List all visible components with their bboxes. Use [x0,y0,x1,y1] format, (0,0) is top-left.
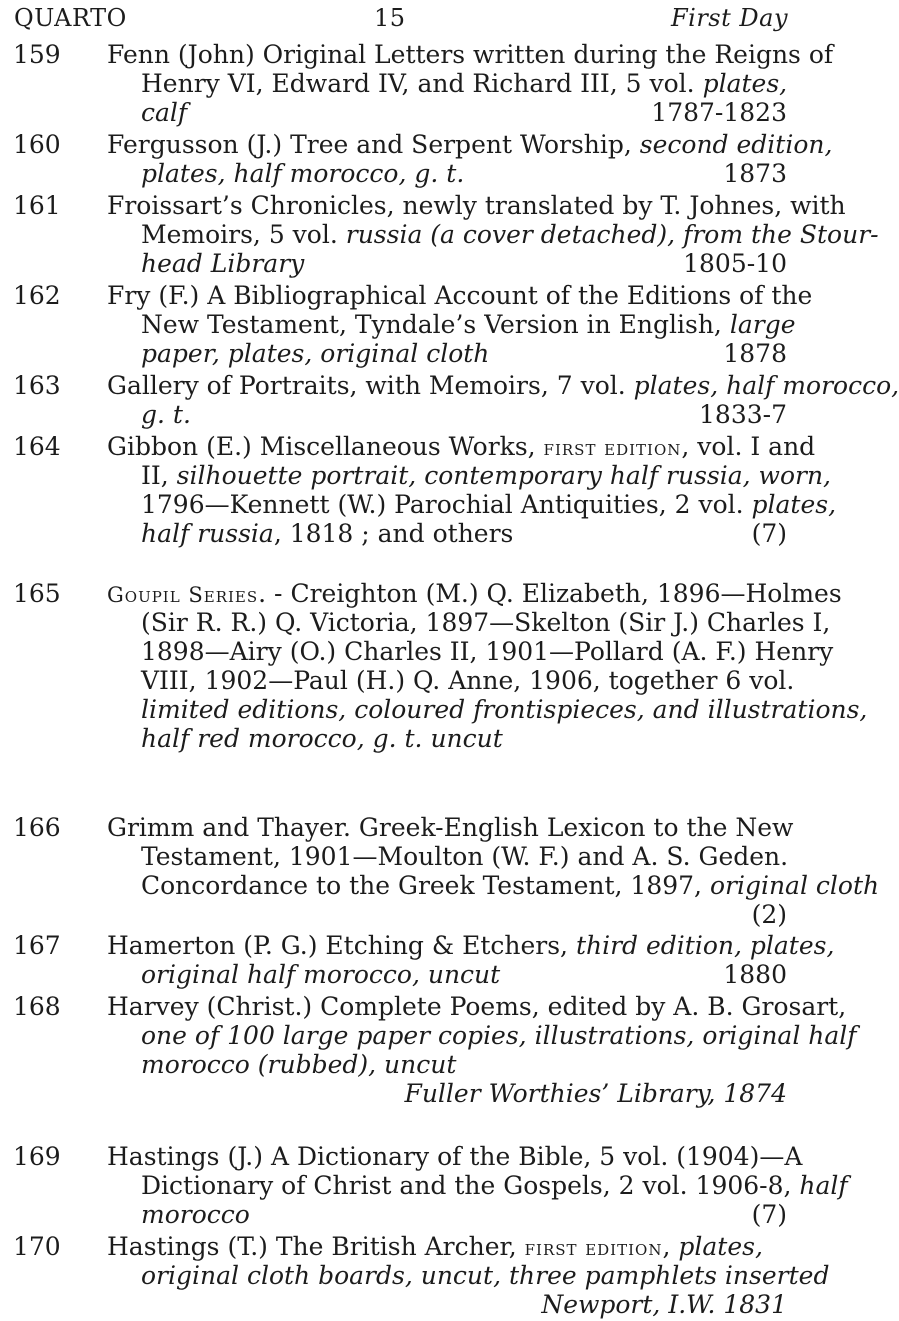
lot-description [107,579,868,753]
description-line [107,724,787,753]
text-run: Fry (F.) A Bibliographical Account of the Editions of the [107,281,813,310]
lot-number: 168 [13,992,61,1021]
text-run: Fergusson (J.) Tree and Serpent Worship, [107,130,640,159]
lot-description [107,1232,830,1319]
description-line [107,992,847,1021]
text-run: Hastings (J.) A Dictionary of the Bible, 5 vol. (1904)—A [107,1142,803,1171]
lot-number: 160 [13,130,61,159]
description-line [107,931,835,960]
description-line [107,960,787,989]
text-run: Concordance to the Greek Testament, 1897, [141,871,710,900]
text-run: 1898—Airy (O.) Charles II, 1901—Pollard (A. F.) Henry [141,637,834,666]
text-run: plates, half morocco, [633,371,899,400]
description-line [107,519,787,548]
header-day: First Day [671,4,788,32]
lot-date: Fuller Worthies’ Library, 1874 [404,1079,787,1108]
text-run: russia (a cover detached), from the Stour- [345,220,879,249]
lot-number: 159 [13,40,61,69]
description-line [107,842,787,871]
header-section: QUARTO [14,4,127,32]
lot-date: Newport, I.W. 1831 [541,1290,787,1319]
description-line [107,1050,787,1079]
text-run: plates, [702,69,788,98]
lot-description [107,40,834,127]
description-line [107,490,837,519]
text-run: original cloth [709,871,880,900]
lot-number: 162 [13,281,61,310]
description-line [107,220,879,249]
lot-description [107,371,899,429]
text-run: plates, half morocco, g. t. [141,159,465,188]
lot-date: 1833-7 [699,400,787,429]
description-line [107,40,834,69]
description-line [107,339,787,368]
lot-number: 169 [13,1142,61,1171]
description-line [107,69,787,98]
lot-description [107,432,837,548]
text-run: plates, [751,490,837,519]
text-run: Memoirs, 5 vol. [141,220,346,249]
description-line [107,1142,803,1171]
description-line [107,1232,787,1261]
lot-number: 165 [13,579,61,608]
text-run: Henry VI, Edward IV, and Richard III, 5 vol. [141,69,703,98]
text-run: large [729,310,796,339]
text-run: limited editions, coloured frontispieces, and illustrations, [141,695,868,724]
description-line [107,900,787,929]
lot-description [107,931,835,989]
text-run: paper, plates, original cloth [141,339,490,368]
text-run: Goupil Series [107,583,259,607]
lot-date: 1787-1823 [651,98,787,127]
text-run: Testament, 1901—Moulton (W. F.) and A. S. Geden. [141,842,789,871]
description-line [107,608,831,637]
text-run: Grimm and Thayer. Greek-English Lexicon to the New [107,813,794,842]
text-run: plates, [678,1232,763,1261]
description-line [107,159,787,188]
text-run: Froissart’s Chronicles, newly translated by T. Johnes, with [107,191,846,220]
text-run: Hastings (T.) The British Archer, [107,1232,525,1261]
lot-description [107,191,879,278]
text-run: Harvey (Christ.) Complete Poems, edited by A. B. Grosart, [107,992,847,1021]
text-run: original cloth boards, uncut, three pamphlets inserted [141,1261,830,1290]
text-run: Dictionary of Christ and the Gospels, 2 vol. 1906-8, [141,1171,800,1200]
text-run: , vol. I and [681,432,816,461]
text-run: morocco [141,1200,250,1229]
page-header [0,0,800,40]
description-line [107,813,794,842]
text-run: half red morocco, g. t. uncut [141,724,503,753]
lot-date: (7) [751,519,787,548]
description-line [107,695,868,724]
text-run: II, [141,461,177,490]
text-run: VIII, 1902—Paul (H.) Q. Anne, 1906, together 6 vol. [141,666,795,695]
lot-date: 1880 [723,960,787,989]
text-run: original half morocco, uncut [141,960,501,989]
description-line [107,637,834,666]
description-line [107,249,787,278]
description-line [107,1171,848,1200]
lot-number: 170 [13,1232,61,1261]
text-run: Fenn (John) Original Letters written during the Reigns of [107,40,834,69]
text-run: half russia [141,519,274,548]
description-line [107,98,787,127]
page-number: 15 [374,4,406,32]
lot-date: 1805-10 [683,249,787,278]
description-line [107,1200,787,1229]
description-line [107,461,831,490]
lot-date: (2) [751,900,787,929]
text-run: (Sir R. R.) Q. Victoria, 1897—Skelton (Sir J.) Charles I, [141,608,831,637]
text-run: half [799,1171,848,1200]
text-run: first edition [524,1236,663,1260]
lot-description [107,813,880,929]
text-run: silhouette portrait, contemporary half russia, worn, [176,461,831,490]
text-run: calf [141,98,188,127]
description-line [107,871,880,900]
description-line [107,1261,830,1290]
lot-date: 1878 [723,339,787,368]
description-line [107,432,816,461]
description-line [107,579,842,608]
text-run: New Testament, Tyndale’s Version in English, [141,310,730,339]
lot-description [107,992,857,1108]
text-run: third edition, plates, [575,931,835,960]
description-line [107,1290,787,1319]
lot-number: 167 [13,931,61,960]
description-line [107,1021,857,1050]
text-run: , 1818 ; and others [273,519,514,548]
description-line [107,310,796,339]
description-line [107,666,795,695]
text-run: second edition, [639,130,833,159]
lot-number: 163 [13,371,61,400]
description-line [107,1079,787,1108]
text-run: Hamerton (P. G.) Etching & Etchers, [107,931,576,960]
description-line [107,281,813,310]
text-run: . - Creighton (M.) Q. Elizabeth, 1896—Holmes [258,579,842,608]
lot-description [107,281,813,368]
text-run: Gallery of Portraits, with Memoirs, 7 vol. [107,371,634,400]
text-run: one of 100 large paper copies, illustrations, original half [141,1021,857,1050]
text-run: 1796—Kennett (W.) Parochial Antiquities, 2 vol. [141,490,752,519]
lot-description [107,1142,848,1229]
text-run: Gibbon (E.) Miscellaneous Works, [107,432,544,461]
description-line [107,371,899,400]
text-run: g. t. [141,400,191,429]
description-line [107,130,833,159]
lot-date: (7) [751,1200,787,1229]
description-line [107,400,787,429]
text-run: head Library [141,249,305,278]
lot-number: 161 [13,191,61,220]
lot-number: 164 [13,432,61,461]
text-run: , [662,1232,679,1261]
description-line [107,191,846,220]
lot-date: 1873 [723,159,787,188]
lot-number: 166 [13,813,61,842]
text-run: morocco (rubbed), uncut [141,1050,457,1079]
lot-description [107,130,833,188]
text-run: first edition [543,436,682,460]
